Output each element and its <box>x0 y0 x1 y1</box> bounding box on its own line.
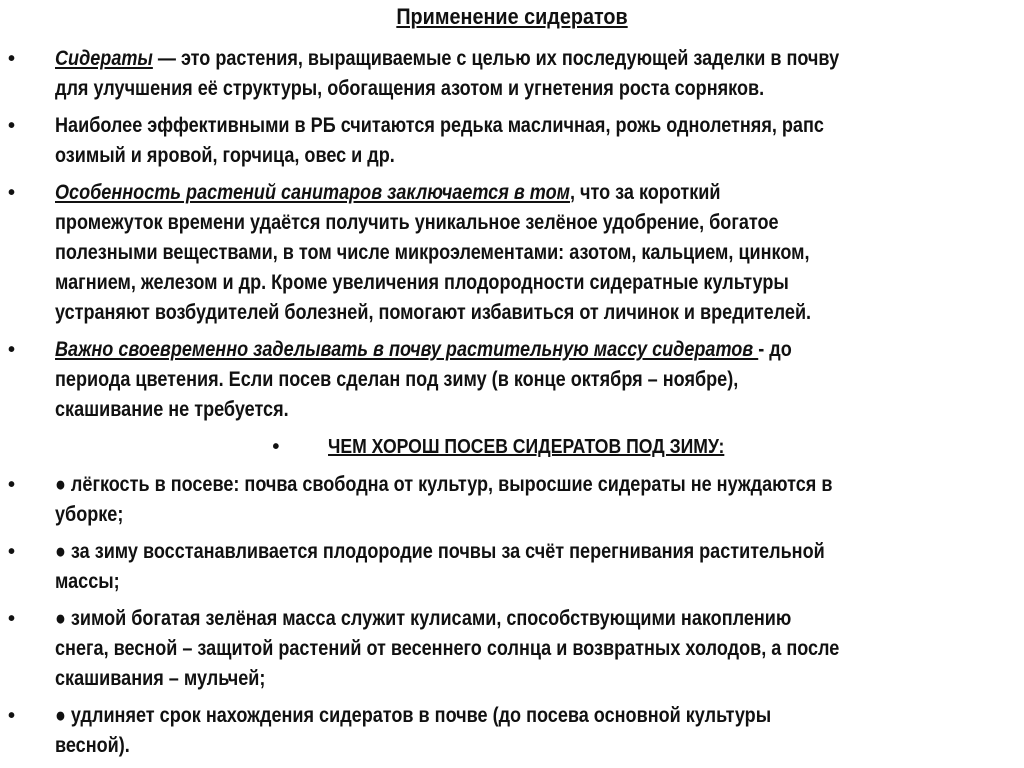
text-run: весной). <box>55 734 130 757</box>
text-run: Наиболее эффективными в РБ считаются редька масличная, рожь однолетняя, рапс <box>55 114 824 137</box>
text-line <box>8 238 889 268</box>
text-line <box>8 298 889 328</box>
text-line <box>8 111 889 141</box>
emphasis-text: Особенность растений санитаров заключается в том <box>55 181 570 204</box>
emphasis-text: Важно своевременно заделывать в почву растительную массу сидератов <box>55 338 759 361</box>
text-run: снега, весной – защитой растений от весеннего солнца и возвратных холодов, а после <box>55 637 840 660</box>
text-line <box>8 500 889 530</box>
text-line <box>8 335 889 365</box>
text-run: , что за короткий <box>569 181 721 204</box>
bullet: • <box>8 48 16 70</box>
emphasis-text: Сидераты <box>55 47 153 70</box>
text-line <box>8 731 889 761</box>
text-run: скашивания – мульчей; <box>55 667 266 690</box>
text-line <box>8 634 889 664</box>
bullet: • <box>8 182 16 204</box>
text-run: ● зимой богатая зелёная масса служит кулисами, способствующими накоплению <box>55 607 792 630</box>
benefits-list <box>0 44 1024 425</box>
text-run: озимый и яровой, горчица, овес и др. <box>55 144 395 167</box>
text-line <box>8 365 889 395</box>
text-line <box>8 537 889 567</box>
bullet: • <box>272 436 280 458</box>
text-run: уборке; <box>55 503 124 526</box>
text-line <box>8 395 889 425</box>
text-line <box>8 178 889 208</box>
slide-body <box>0 44 1024 768</box>
bullet-item <box>0 44 1024 104</box>
bullet: • <box>8 541 16 563</box>
text-line <box>8 567 889 597</box>
section-heading <box>0 432 1024 462</box>
text-line <box>8 268 889 298</box>
text-line <box>8 44 889 74</box>
bullet: • <box>8 339 16 361</box>
text-line <box>8 74 889 104</box>
bullet: • <box>8 608 16 630</box>
text-run: ● лёгкость в посеве: почва свободна от культур, выросшие сидераты не нуждаются в <box>55 473 833 496</box>
bullet-item <box>0 537 1024 597</box>
text-run: массы; <box>55 570 120 593</box>
bullet-item <box>0 701 1024 761</box>
text-run: ● за зиму восстанавливается плодородие почвы за счёт перегнивания растительной <box>55 540 825 563</box>
bullet-item <box>0 111 1024 171</box>
bullet-item <box>0 178 1024 328</box>
text-run: — это растения, выращиваемые с целью их последующей заделки в почву <box>152 47 840 70</box>
text-run: скашивание не требуется. <box>55 398 289 421</box>
winter-sowing-list <box>0 470 1024 761</box>
text-run: промежуток времени удаётся получить уникальное зелёное удобрение, богатое <box>55 211 779 234</box>
text-line <box>8 470 889 500</box>
bullet-item <box>0 335 1024 425</box>
text-run: магнием, железом и др. Кроме увеличения плодородности сидератные культуры <box>55 271 789 294</box>
bullet-item <box>0 470 1024 530</box>
bullet: • <box>8 474 16 496</box>
text-run: периода цветения. Если посев сделан под зиму (в конце октября – ноябре), <box>55 368 739 391</box>
text-line <box>8 701 889 731</box>
text-line <box>8 141 889 171</box>
slide-title: Применение сидератов <box>396 4 628 29</box>
bullet-item <box>0 604 1024 694</box>
text-run: устраняют возбудителей болезней, помогают избавиться от личинок и вредителей. <box>55 301 812 324</box>
text-line <box>8 604 889 634</box>
text-run: - до <box>758 338 792 361</box>
text-run: для улучшения её структуры, обогащения азотом и угнетения роста сорняков. <box>55 77 765 100</box>
bullet: • <box>8 115 16 137</box>
section-heading-text: ЧЕМ ХОРОШ ПОСЕВ СИДЕРАТОВ ПОД ЗИМУ: <box>328 436 725 458</box>
text-line <box>8 208 889 238</box>
text-run: полезными веществами, в том числе микроэлементами: азотом, кальцием, цинком, <box>55 241 810 264</box>
text-run: ● удлиняет срок нахождения сидератов в почве (до посева основной культуры <box>55 704 772 727</box>
text-line <box>8 664 889 694</box>
bullet: • <box>8 705 16 727</box>
